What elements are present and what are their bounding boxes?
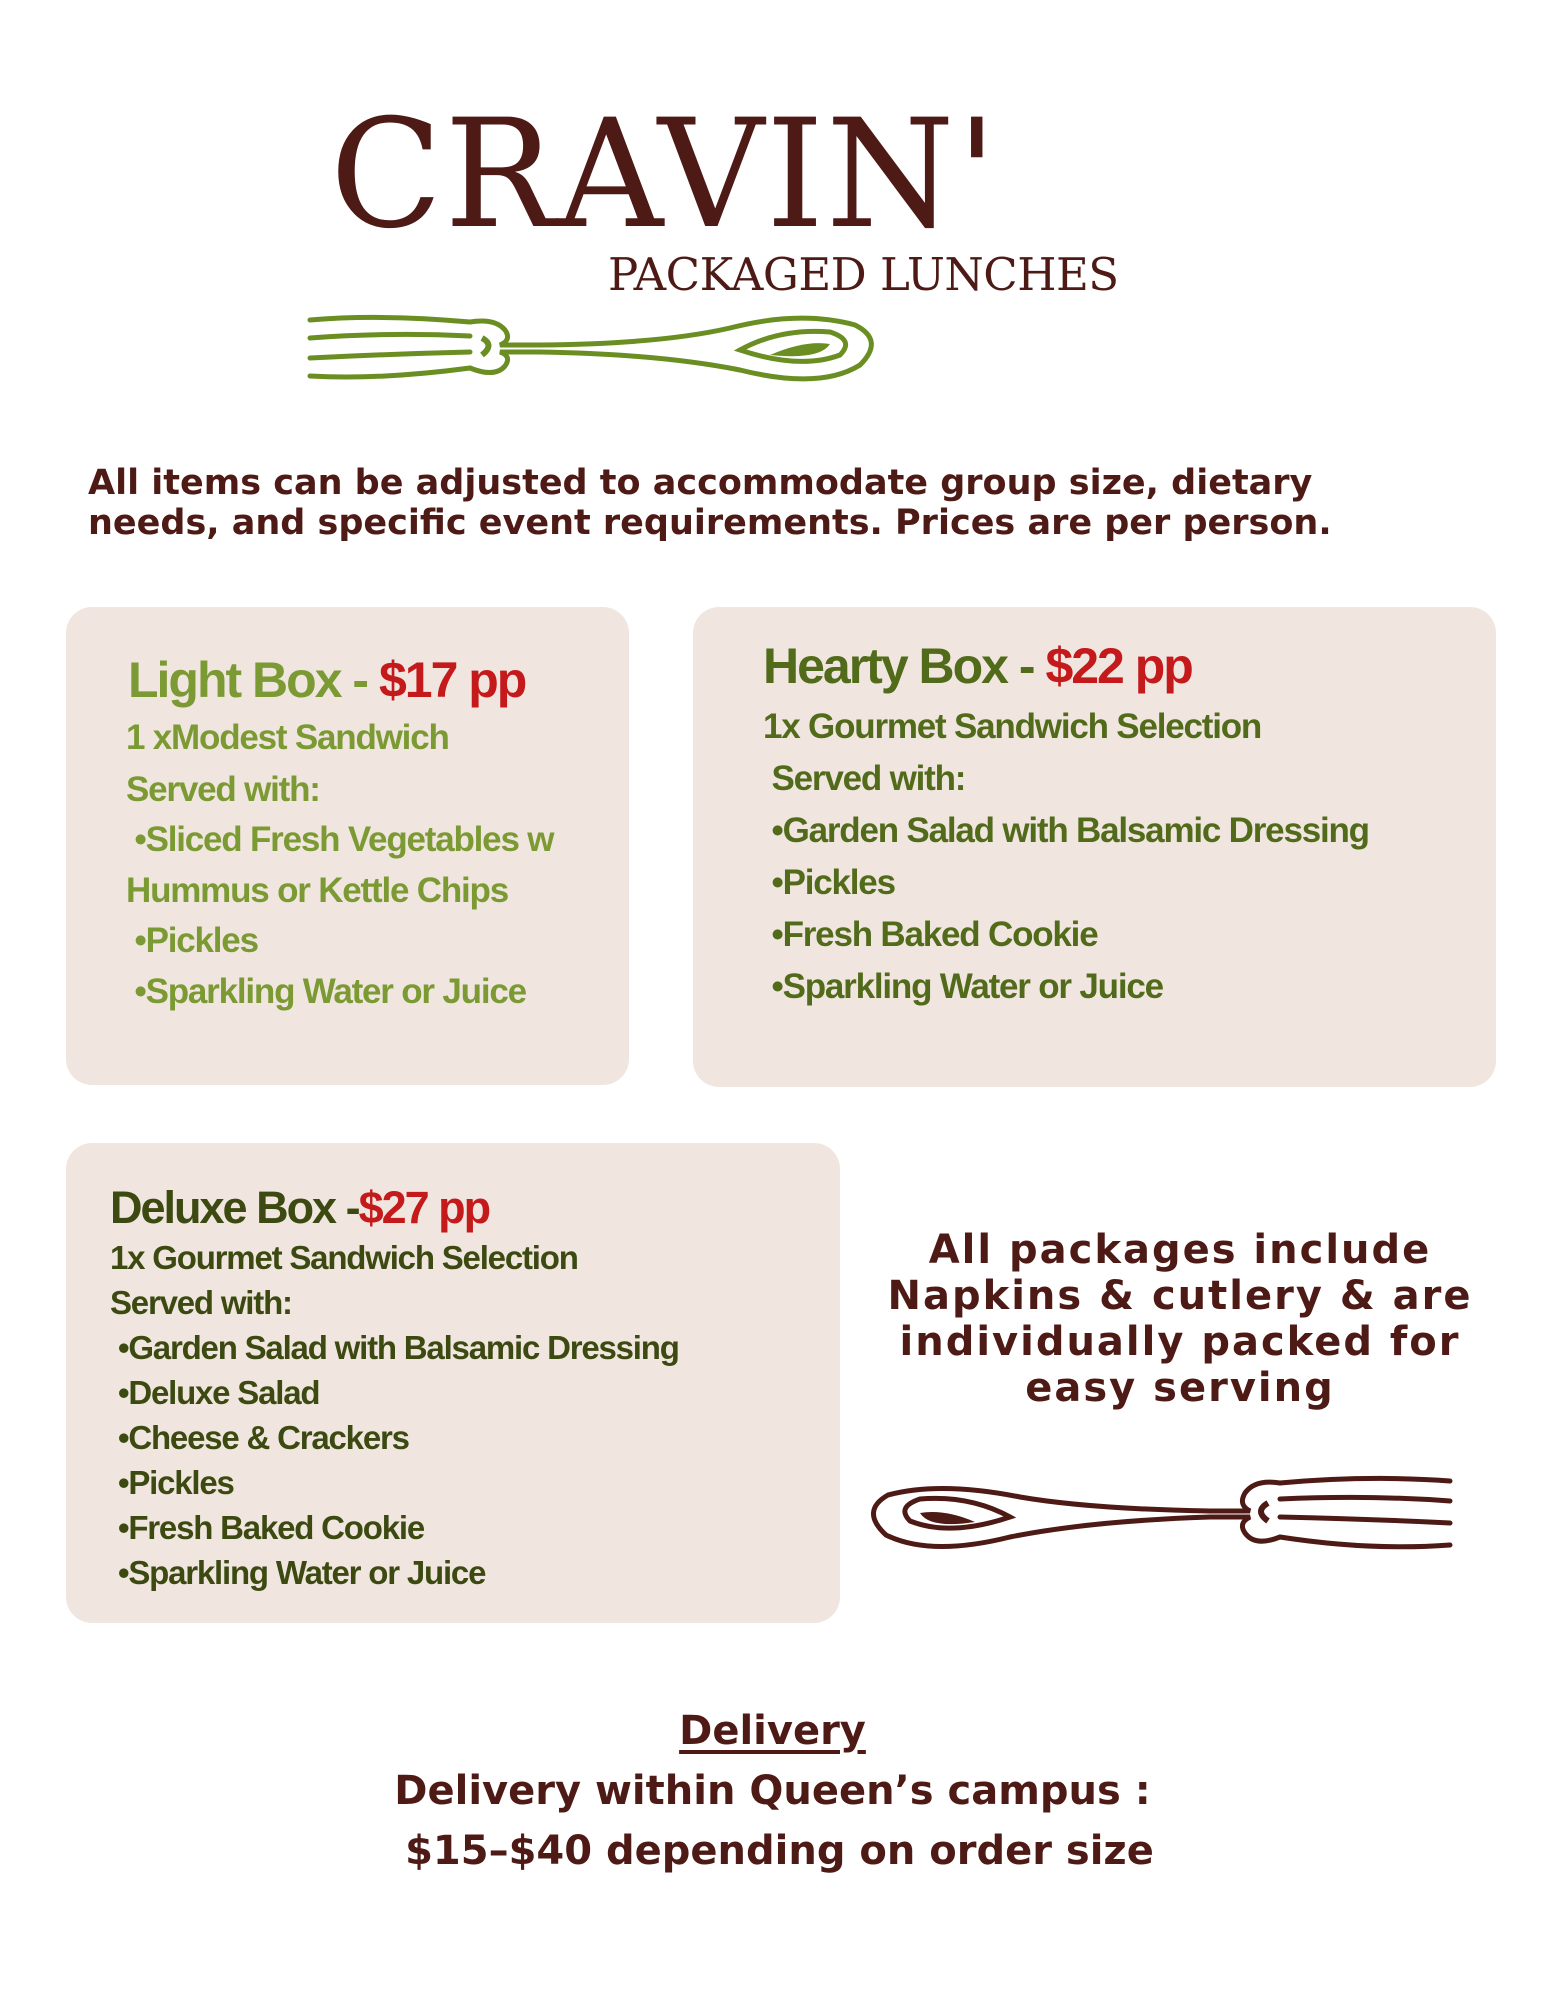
box-name: Light Box - [128, 652, 379, 708]
list-item: •Garden Salad with Balsamic Dressing [110, 1329, 679, 1366]
list-item: 1x Gourmet Sandwich Selection [110, 1239, 578, 1276]
list-item: 1 xModest Sandwich [126, 718, 449, 757]
light-box-card [66, 607, 629, 1085]
list-item: •Sliced Fresh Vegetables w [126, 820, 554, 859]
list-item: •Sparkling Water or Juice [110, 1554, 486, 1591]
list-item: •Deluxe Salad [110, 1374, 320, 1411]
list-item: •Sparkling Water or Juice [763, 967, 1163, 1006]
note-line: individually packed for [899, 1319, 1461, 1365]
note-line: Napkins & cutlery & are [887, 1273, 1473, 1319]
list-item: •Sparkling Water or Juice [126, 972, 526, 1011]
light-box-title [128, 652, 526, 708]
list-item: Served with: [126, 770, 320, 809]
list-item: •Fresh Baked Cookie [763, 915, 1098, 954]
list-item: •Pickles [126, 921, 258, 960]
packages-note [880, 1227, 1480, 1411]
hearty-box-title [763, 638, 1192, 694]
hearty-box-card [693, 607, 1496, 1087]
delivery-line: Delivery within Queen’s campus : [394, 1768, 1151, 1814]
list-item: Hummus or Kettle Chips [126, 871, 508, 910]
brand-title: CRAVIN' [330, 88, 999, 262]
list-item: •Garden Salad with Balsamic Dressing [763, 811, 1369, 850]
list-item: Served with: [110, 1284, 292, 1321]
box-price: $22 pp [1045, 638, 1192, 694]
box-price: $27 pp [358, 1182, 490, 1233]
list-item: •Cheese & Crackers [110, 1419, 409, 1456]
list-item: •Fresh Baked Cookie [110, 1509, 424, 1546]
list-item: Served with: [763, 759, 966, 798]
box-name: Hearty Box - [763, 638, 1046, 694]
note-line: easy serving [1025, 1365, 1335, 1411]
brand-subtitle: PACKAGED LUNCHES [608, 248, 1119, 301]
box-name: Deluxe Box - [110, 1182, 359, 1233]
deluxe-box-title [110, 1182, 490, 1233]
deluxe-box-card [66, 1143, 840, 1623]
intro-line: All items can be adjusted to accommodate group size, dietary [88, 463, 1313, 503]
box-price: $17 pp [378, 652, 526, 708]
fork-icon [300, 300, 880, 400]
intro-text [88, 463, 1388, 543]
list-item: •Pickles [110, 1464, 234, 1501]
fork-icon [860, 1465, 1460, 1575]
list-item: •Pickles [763, 863, 895, 902]
note-line: All packages include [928, 1227, 1432, 1273]
intro-line: needs, and specific event requirements. Prices are per person. [88, 503, 1332, 543]
list-item: 1x Gourmet Sandwich Selection [763, 707, 1262, 746]
delivery-heading: Delivery [679, 1708, 866, 1754]
delivery-line: $15–$40 depending on order size [391, 1828, 1154, 1874]
